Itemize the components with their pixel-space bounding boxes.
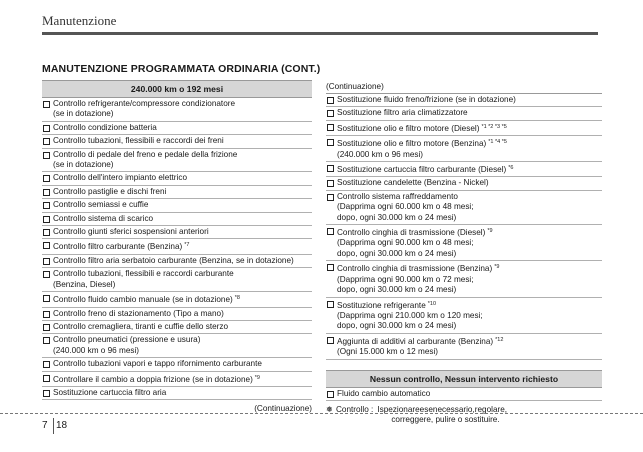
footnote-ref: *9 (494, 264, 500, 271)
checklist-item (42, 149, 312, 173)
item-text-line: (240.000 km o 96 mesi) (337, 149, 424, 159)
note-word: necessario, (432, 404, 475, 414)
item-text-line: dopo, ogni 30.000 km o 24 mesi) (337, 248, 457, 258)
note-label: Controllo : (336, 404, 374, 414)
item-text-line: Sostituzione olio e filtro motore (Diesel) $^{*1 *2 *3 *5}$ (337, 123, 507, 133)
checkbox-icon (43, 229, 50, 236)
item-text-line: Sostituzione filtro aria climatizzatore (337, 108, 468, 118)
header-title: Manutenzione (42, 13, 117, 28)
checklist-item (326, 191, 602, 225)
footnote-ref: *12 (495, 336, 504, 343)
checkbox-icon (327, 124, 334, 131)
right-column (326, 80, 602, 426)
checklist-item (42, 199, 312, 212)
item-text-line: Controllo cinghia di trasmissione (Benzina) $^{*9}$ (337, 264, 500, 274)
checklist-item (326, 298, 602, 334)
checklist-item (42, 308, 312, 321)
continuation-heading: (Continuazione) (326, 80, 602, 94)
checkbox-icon (43, 295, 50, 302)
continuation-label: (Continuazione) (254, 404, 312, 414)
item-text-line: Controllo semiassi e cuffie (53, 200, 149, 210)
note-word: se (424, 404, 433, 414)
item-text-line: Controllo tubazioni vapori e tappo rifornimento carburante (53, 359, 262, 369)
item-text-line: Controllo tubazioni, flessibili e raccordi carburante (53, 269, 234, 279)
no-check-heading: Nessun controllo, Nessun intervento richiesto (326, 370, 602, 388)
item-text-line: Sostituzione fluido freno/frizione (se in dotazione) (337, 95, 516, 104)
item-text-line: Controllo filtro aria serbatoio carburante (Benzina, se in dotazione) (53, 255, 294, 265)
footnote-ref: *8 (234, 295, 240, 302)
checkbox-icon (43, 311, 50, 318)
checkbox-icon (43, 324, 50, 331)
legend-note (326, 405, 602, 426)
checklist-item (42, 122, 312, 135)
item-text-line: (se in dotazione) (53, 109, 114, 119)
checklist-item (326, 261, 602, 297)
checklist-item (42, 292, 312, 307)
checkbox-icon (327, 264, 334, 271)
checklist-item (326, 107, 602, 120)
item-text-line: dopo, ogni 30.000 km o 24 mesi) (337, 212, 457, 222)
item-text-line: Controllo dell'intero impianto elettrico (53, 173, 187, 183)
checkbox-icon (327, 337, 334, 344)
footnote-ref: *6 (508, 165, 514, 172)
checkbox-icon (43, 189, 50, 196)
checklist-item (42, 255, 312, 268)
checklist-item (42, 372, 312, 387)
checkbox-icon (327, 110, 334, 117)
checkbox-icon (43, 258, 50, 265)
checklist-item (42, 239, 312, 254)
chapter-number: 7 (42, 420, 48, 431)
checklist-item (42, 321, 312, 334)
section-title: MANUTENZIONE PROGRAMMATA ORDINARIA (CONT.) (42, 63, 321, 75)
left-column (42, 80, 312, 415)
checkbox-icon (43, 125, 50, 132)
checkbox-icon (43, 152, 50, 159)
checklist-item (326, 162, 602, 177)
note-symbol-icon: ❅ (326, 404, 333, 414)
checklist-item (326, 334, 602, 360)
checkbox-icon (327, 139, 334, 146)
note-word: e (419, 404, 425, 414)
checklist-item (326, 177, 602, 190)
checkbox-icon (43, 361, 50, 368)
checkbox-icon (327, 165, 334, 172)
item-text-line: Sostituzione cartuccia filtro carburante (Diesel) $^{*6}$ (337, 165, 514, 175)
note-text (377, 405, 507, 426)
item-text-line: dopo, ogni 30.000 km o 24 mesi) (337, 285, 457, 295)
item-text-line: (Dapprima ogni 90.000 km o 48 mesi; (337, 238, 474, 248)
checklist-item (42, 268, 312, 292)
checklist-item (326, 136, 602, 162)
item-text-line: Controllo freno di stazionamento (Tipo a mano) (53, 308, 224, 318)
item-text-line: Controllo fluido cambio manuale (se in dotazione) $^{*8}$ (53, 295, 240, 305)
item-text-line: Controllo di pedale del freno e pedale della frizione (53, 149, 238, 159)
checkbox-icon (43, 390, 50, 397)
footnote-ref: *9 (487, 228, 493, 235)
footnote-ref: *7 (184, 242, 190, 249)
item-text-line: Sostituzione cartuccia filtro aria (53, 387, 167, 397)
item-text-line: Controllo filtro carburante (Benzina) $^{*7}$ (53, 242, 190, 252)
item-text-line: Sostituzione olio e filtro motore (Benzina) $^{*1 *4 *5}$ (337, 139, 507, 149)
checkbox-icon (43, 337, 50, 344)
checkbox-icon (43, 101, 50, 108)
checkbox-icon (327, 301, 334, 308)
checklist-item (326, 121, 602, 136)
item-text-line: (Dapprima ogni 210.000 km o 120 mesi; (337, 310, 483, 320)
checkbox-icon (43, 242, 50, 249)
checklist-item (42, 334, 312, 358)
checklist-item (42, 172, 312, 185)
checklist-item (326, 388, 602, 401)
right-checklist (326, 94, 602, 360)
checklist-item (42, 98, 312, 122)
item-text-line: Controllo cremagliera, tiranti e cuffie dello sterzo (53, 321, 229, 331)
interval-heading: 240.000 km o 192 mesi (42, 80, 312, 98)
checkbox-icon (327, 194, 334, 201)
item-text-line: Controllo sistema raffreddamento (337, 191, 458, 201)
item-text-line: (Dapprima ogni 60.000 km o 48 mesi; (337, 202, 474, 212)
checklist-item (42, 358, 312, 371)
note-line-2: correggere, pulire o sostituire. (391, 415, 500, 425)
item-text-line: Sostituzione refrigerante $^{*10}$ (337, 300, 437, 310)
note-word: regolare, (474, 404, 508, 414)
item-text-line: (se in dotazione) (53, 160, 114, 170)
item-text-line: Controllo pastiglie e dischi freni (53, 186, 167, 196)
footnote-ref: *9 (254, 374, 260, 381)
checklist-item (42, 387, 312, 400)
item-text-line: (Dapprima ogni 90.000 km o 72 mesi; (337, 274, 474, 284)
item-text-line: Controllare il cambio a doppia frizione (se in dotazione) $^{*9}$ (53, 374, 260, 384)
checklist-item (326, 225, 602, 261)
item-text-line: (Benzina, Diesel) (53, 279, 116, 289)
item-text-line: (Ogni 15.000 km o 12 mesi) (337, 347, 439, 357)
footnote-ref: *10 (427, 300, 437, 307)
item-text-line: dopo, ogni 30.000 km o 24 mesi) (337, 321, 457, 331)
checkbox-icon (43, 175, 50, 182)
item-text-line: Controllo cinghia di trasmissione (Diesel) $^{*9}$ (337, 228, 493, 238)
checkbox-icon (43, 138, 50, 145)
item-text-line: Sostituzione candelette (Benzina - Nickel) (337, 178, 489, 188)
checkbox-icon (43, 202, 50, 209)
item-text-line: Controllo sistema di scarico (53, 213, 154, 223)
footnote-ref: *1 *4 *5 (488, 139, 507, 146)
footer-divider (0, 413, 643, 414)
left-checklist (42, 98, 312, 400)
checklist-item (326, 94, 602, 107)
no-check-list (326, 388, 602, 401)
checkbox-icon (43, 271, 50, 278)
item-text-line: Aggiunta di additivi al carburante (Benzina) $^{*12}$ (337, 336, 504, 346)
checkbox-icon (43, 216, 50, 223)
footer-separator (53, 418, 54, 434)
item-text-line: Controllo pneumatici (pressione e usura) (53, 335, 201, 345)
header-rule (42, 32, 598, 35)
checklist-item (42, 226, 312, 239)
checklist-item (42, 135, 312, 148)
checklist-item (42, 213, 312, 226)
item-text-line: (240.000 km o 96 mesi) (53, 345, 140, 355)
checkbox-icon (327, 97, 334, 104)
checkbox-icon (327, 180, 334, 187)
checkbox-icon (43, 375, 50, 382)
item-text-line: Controllo tubazioni, flessibili e raccordi dei freni (53, 136, 224, 146)
note-word: Ispezionare (377, 404, 420, 414)
footnote-ref: *1 *2 *3 *5 (481, 123, 507, 130)
page-number: 18 (56, 420, 68, 431)
checkbox-icon (327, 391, 334, 398)
item-text-line: Controllo giunti sferici sospensioni anteriori (53, 227, 209, 237)
item-text-line: Controllo condizione batteria (53, 122, 157, 132)
item-text-line: Controllo refrigerante/compressore condizionatore (53, 99, 236, 108)
checkbox-icon (327, 228, 334, 235)
item-text-line: Fluido cambio automatico (337, 388, 431, 398)
checklist-item (42, 186, 312, 199)
